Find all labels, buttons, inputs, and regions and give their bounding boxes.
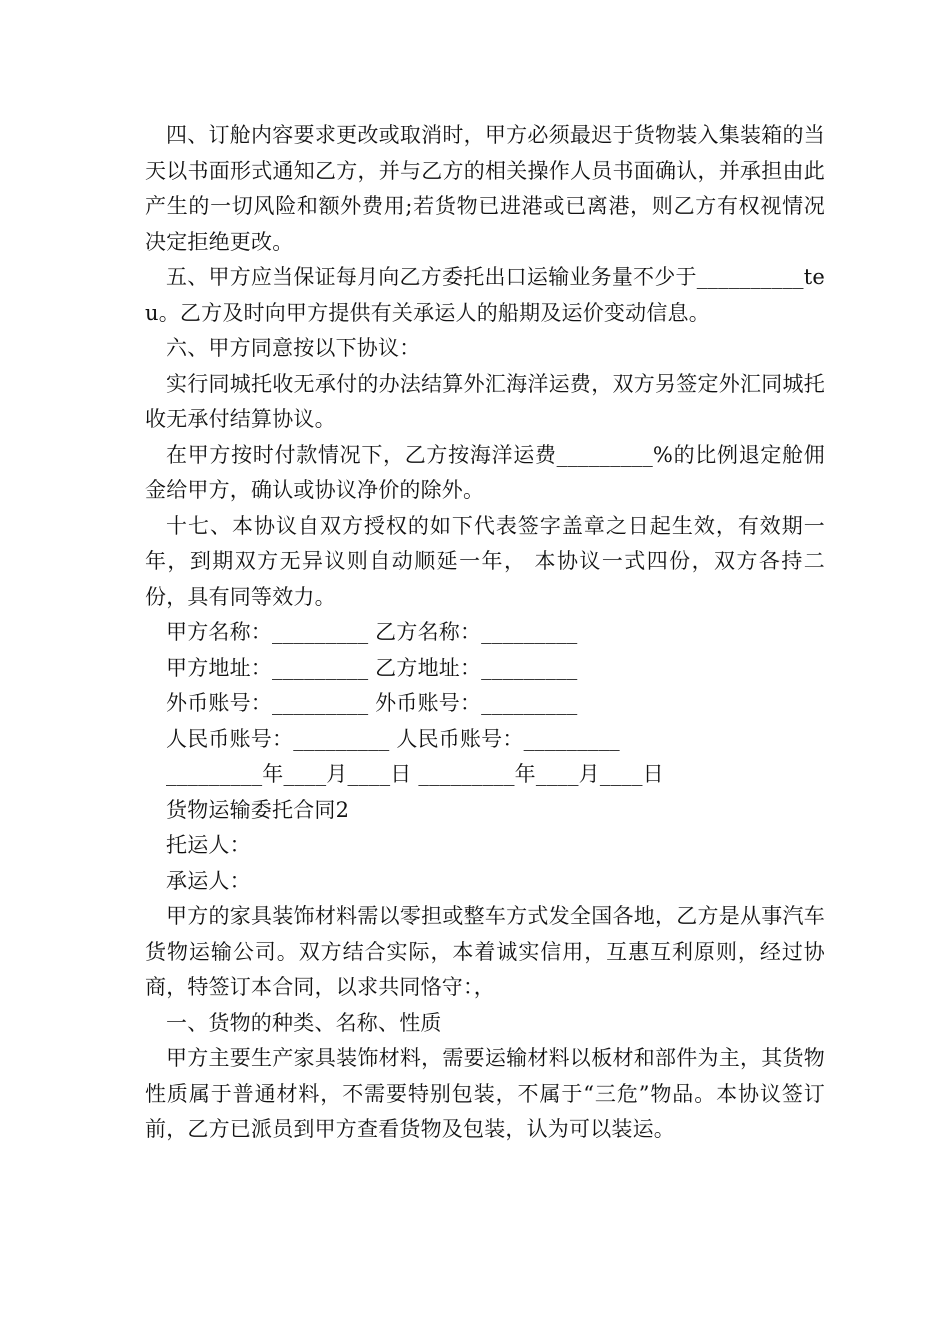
contract-2-carrier: 承运人：	[166, 868, 251, 893]
clause-17-paragraph: 十七、本协议自双方授权的如下代表签字盖章之日起生效，有效期一年，到期双方无异议则自动顺延一年， 本协议一式四份，双方各持二份，具有同等效力。	[145, 513, 825, 609]
signature-line-names: 甲方名称：_________ 乙方名称：_________	[166, 620, 578, 644]
clause-4-paragraph: 四、订舱内容要求更改或取消时，甲方必须最迟于货物装入集装箱的当天以书面形式通知乙方，并与乙方的相关操作人员书面确认，并承担由此产生的一切风险和额外费用;若货物已进港或已离港，则乙方有权视情况决定拒绝更改。	[145, 123, 825, 254]
contract-2-section-1-body: 甲方主要生产家具装饰材料，需要运输材料以板材和部件为主，其货物性质属于普通材料，不需要特别包装，不属于“三危”物品。本协议签订前，乙方已派员到甲方查看货物及包装，认为可以装运。	[145, 1046, 825, 1141]
clause-6-item-1: 实行同城托收无承付的办法结算外汇海洋运费，双方另签定外汇同城托收无承付结算协议。	[145, 371, 825, 431]
clause-6-heading: 六、甲方同意按以下协议：	[166, 336, 421, 360]
signature-line-addresses: 甲方地址：_________ 乙方地址：_________	[166, 655, 578, 680]
clause-5-paragraph: 五、甲方应当保证每月向乙方委托出口运输业务量不少于__________teu。乙方及时向甲方提供有关承运人的船期及运价变动信息。	[145, 265, 825, 325]
contract-2-section-1-heading: 一、货物的种类、名称、性质	[166, 1010, 442, 1035]
document-body	[145, 118, 825, 1148]
contract-2-intro: 甲方的家具装饰材料需以零担或整车方式发全国各地，乙方是从事汽车货物运输公司。双方结合实际，本着诚实信用，互惠互利原则，经过协商，特签订本合同，以求共同恪守：，	[145, 904, 825, 999]
contract-2-title: 货物运输委托合同2	[166, 797, 350, 822]
clause-6-item-2: 在甲方按时付款情况下，乙方按海洋运费_________%的比例退定舱佣金给甲方，确认或协议净价的除外。	[145, 442, 825, 502]
signature-line-dates: _________年____月____日 _________年____月____日	[166, 762, 664, 786]
signature-line-rmb-accounts: 人民币账号：_________ 人民币账号：_________	[166, 726, 620, 751]
signature-line-foreign-accounts: 外币账号：_________ 外币账号：_________	[166, 691, 578, 715]
contract-2-shipper: 托运人：	[166, 833, 251, 857]
